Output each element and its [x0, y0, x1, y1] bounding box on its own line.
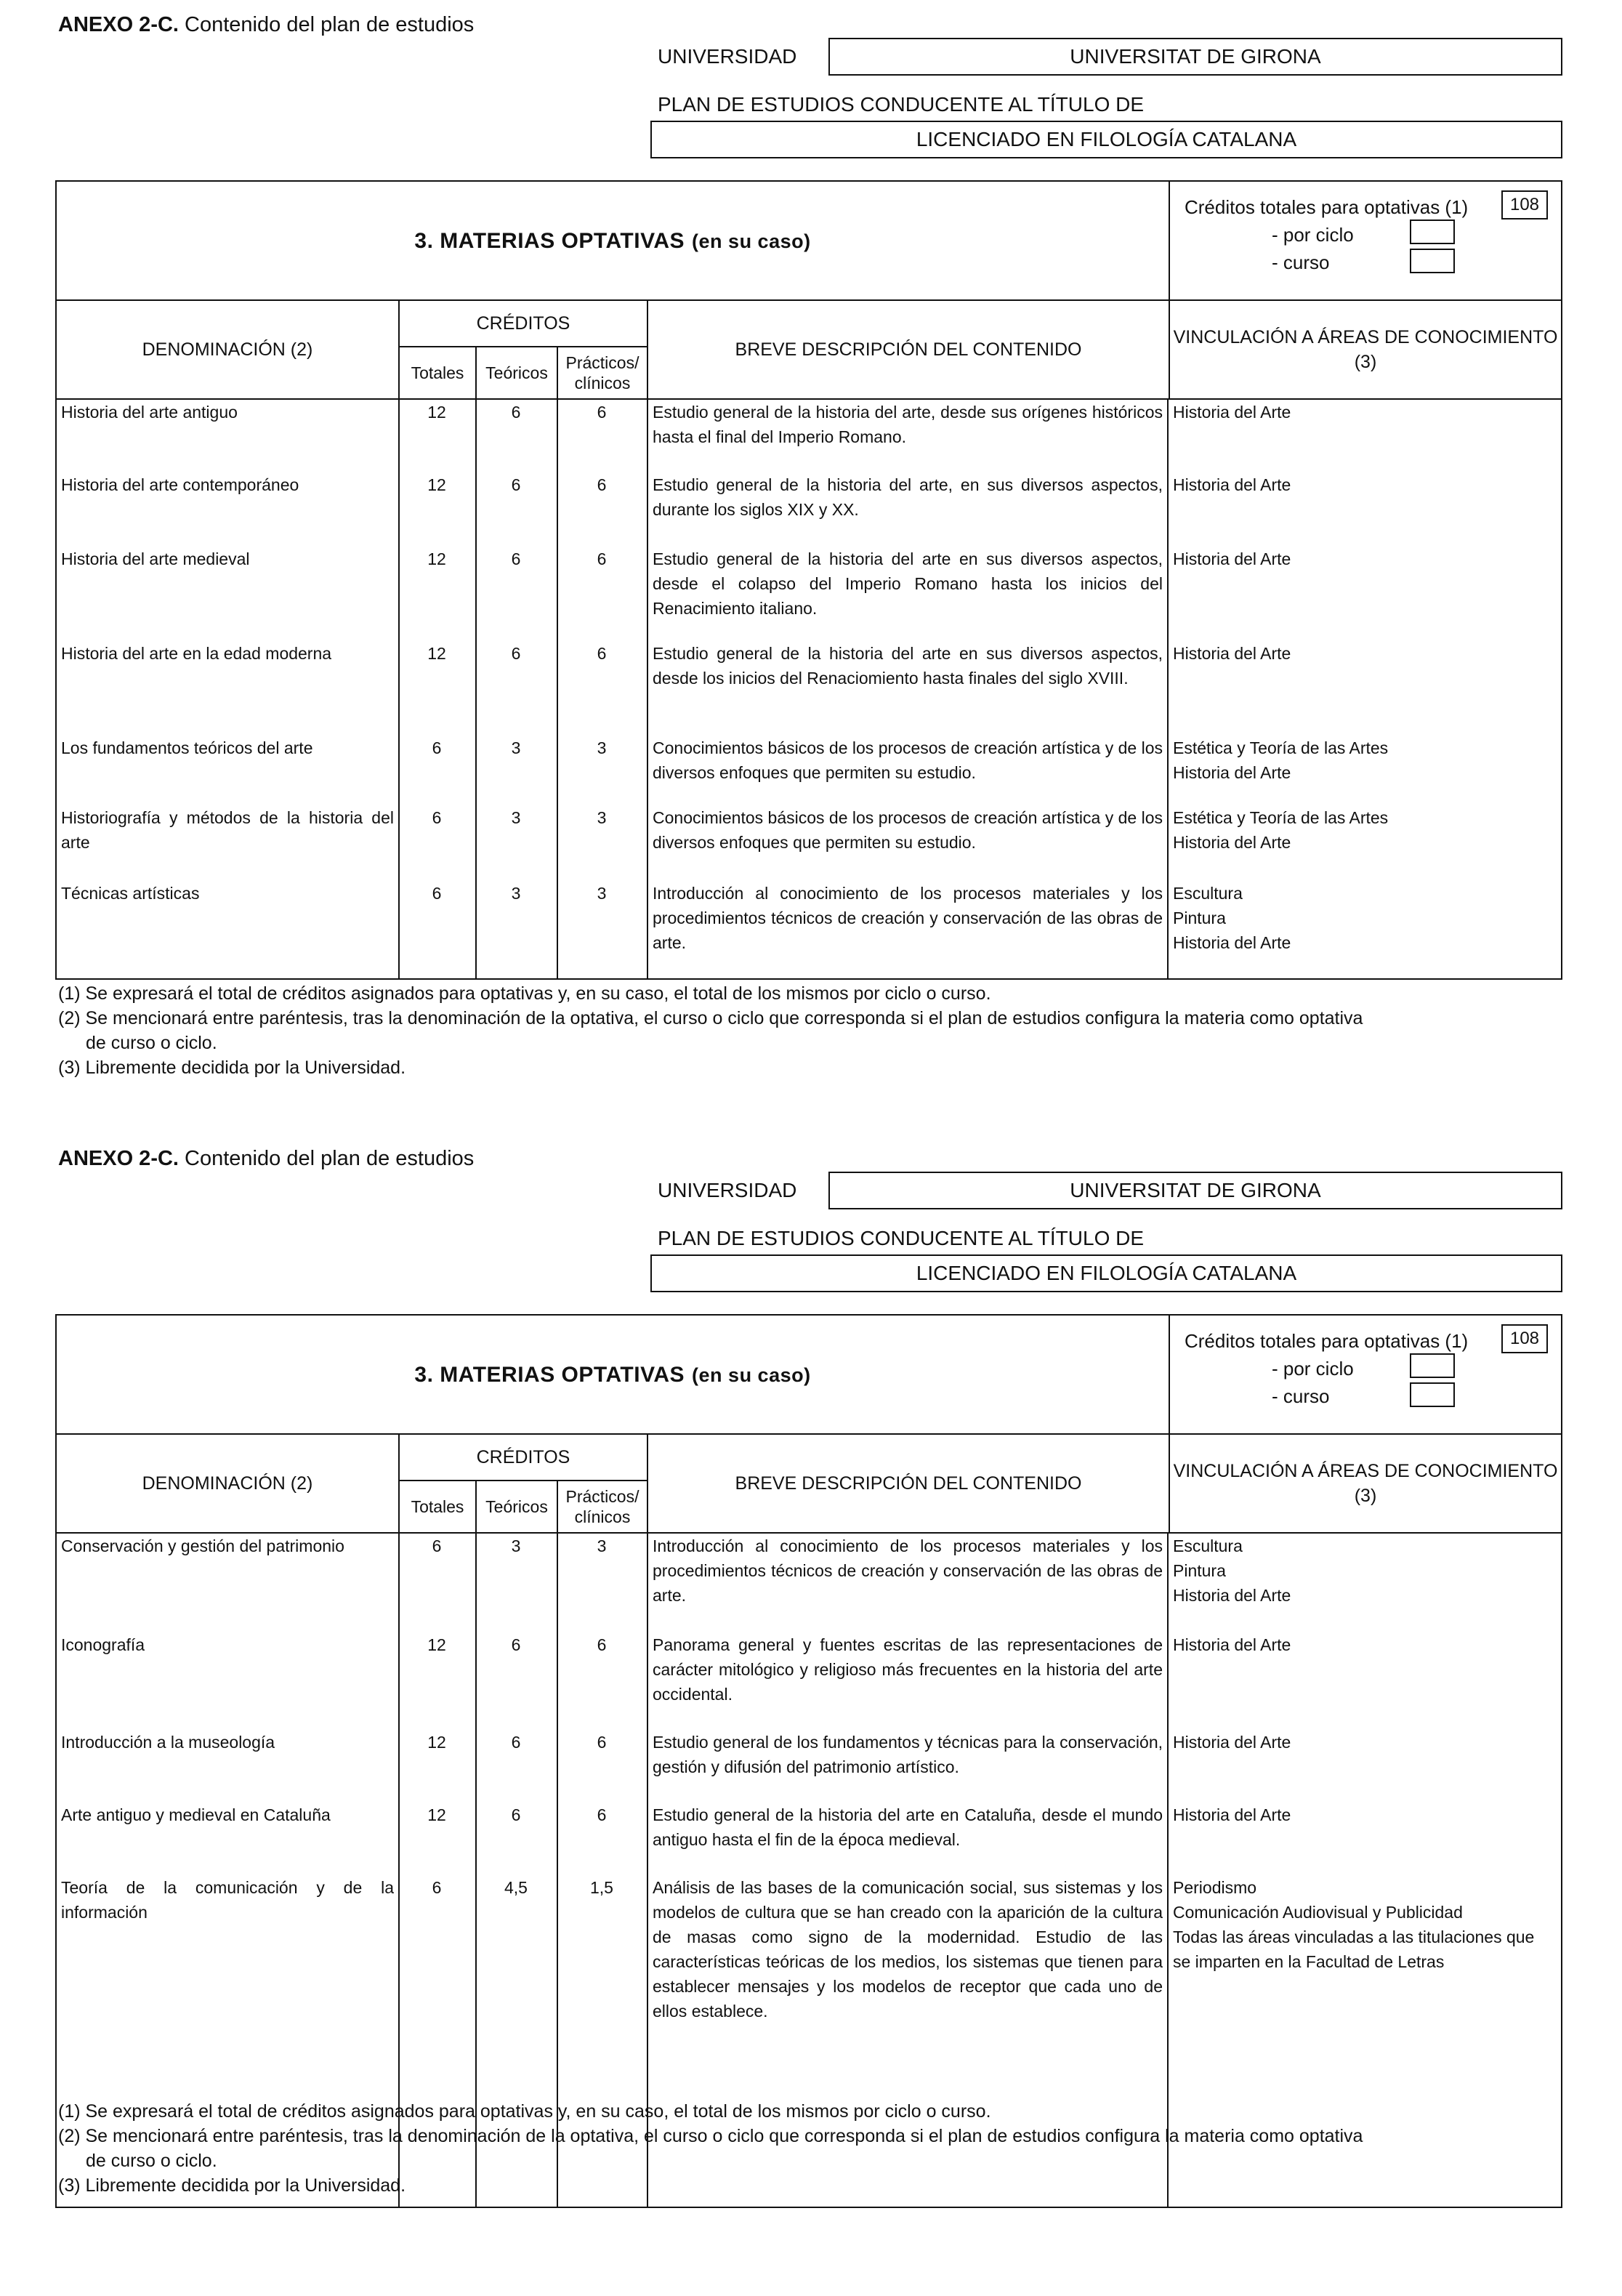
footnotes: [58, 981, 1363, 1080]
teoricos-cell: 3: [511, 738, 521, 757]
curso-box: [1410, 249, 1455, 273]
vinculacion-cell: [1173, 400, 1558, 424]
curso-box: [1410, 1382, 1455, 1407]
plan-section-1: [0, 0, 1622, 1134]
creditos-totales-panel: [1169, 182, 1561, 301]
vinculacion-cell: [1173, 881, 1558, 955]
totales-cell: 6: [432, 884, 442, 903]
table-row: [57, 547, 1561, 641]
col-teoricos: Teóricos: [477, 347, 558, 398]
footnote-3: (3) Libremente decidida por la Universidad.: [58, 2175, 406, 2196]
table-header: [57, 182, 1561, 301]
descripcion-cell: Análisis de las bases de la comunicación social, sus sistemas y los modelos de cultura que se han creado con la aparición de la cultura de masas como signo de la modernidad. Estudio de las características teóricas de los medios, los sistemas que tienen para establecer mensajes y los modelos de receptor que cada uno de ellos establece.: [653, 1878, 1163, 2021]
practicos-cell: 3: [597, 1536, 607, 1555]
col-creditos-group: [398, 1435, 648, 1532]
footnotes: [58, 2099, 1363, 2198]
table-row: [57, 1534, 1561, 1632]
vinculacion-area: Escultura: [1173, 884, 1243, 903]
denominacion-cell: Los fundamentos teóricos del arte: [61, 738, 313, 757]
teoricos-cell: 3: [511, 1536, 521, 1555]
totales-cell: 12: [427, 549, 446, 568]
teoricos-cell: 6: [511, 1635, 521, 1654]
vinculacion-cell: [1173, 736, 1558, 785]
col-totales: Totales: [400, 1481, 477, 1532]
plan-label: PLAN DE ESTUDIOS CONDUCENTE AL TÍTULO DE: [658, 1227, 1145, 1249]
table-title-text: 3. MATERIAS OPTATIVAS: [414, 1363, 685, 1387]
universidad-value: UNIVERSITAT DE GIRONA: [828, 1172, 1562, 1209]
col-creditos-group: [398, 301, 648, 398]
vinculacion-area: Historia del Arte: [1173, 833, 1291, 852]
column-headers: [57, 1435, 1561, 1534]
table-header: [57, 1316, 1561, 1435]
col-descripcion: BREVE DESCRIPCIÓN DEL CONTENIDO: [735, 339, 1082, 360]
vinculacion-area: Historia del Arte: [1173, 1586, 1291, 1605]
totales-cell: 12: [427, 403, 446, 422]
col-practicos: Prácticos/ clínicos: [565, 1487, 639, 1526]
table-row: [57, 736, 1561, 805]
vinculacion-cell: [1173, 1730, 1558, 1755]
denominacion-cell: Historia del arte en la edad moderna: [61, 644, 332, 663]
teoricos-cell: 6: [511, 403, 521, 422]
table-row: [57, 881, 1561, 974]
universidad-value: UNIVERSITAT DE GIRONA: [828, 38, 1562, 76]
footnote-3: (3) Libremente decidida por la Universidad.: [58, 1058, 406, 1078]
practicos-cell: 6: [597, 1635, 607, 1654]
por-ciclo-label: - por ciclo: [1272, 224, 1354, 246]
practicos-cell: 6: [597, 549, 607, 568]
vinculacion-cell: [1173, 1875, 1558, 1974]
vinculacion-cell: [1173, 805, 1558, 855]
col-descripcion: BREVE DESCRIPCIÓN DEL CONTENIDO: [735, 1473, 1082, 1494]
col-vinculacion: VINCULACIÓN A ÁREAS DE CONOCIMIENTO (3): [1169, 1435, 1561, 1532]
col-totales: Totales: [400, 347, 477, 398]
practicos-cell: 6: [597, 1805, 607, 1824]
plan-label: PLAN DE ESTUDIOS CONDUCENTE AL TÍTULO DE: [658, 93, 1145, 116]
universidad-label: UNIVERSIDAD: [658, 1179, 797, 1201]
vinculacion-area: Historia del Arte: [1173, 475, 1291, 494]
denominacion-cell: Historia del arte antiguo: [61, 403, 238, 422]
vinculacion-cell: [1173, 547, 1558, 571]
vinculacion-area: Periodismo: [1173, 1878, 1257, 1897]
denominacion-cell: Historiografía y métodos de la historia del arte: [61, 808, 394, 852]
vinculacion-area: Comunicación Audiovisual y Publicidad: [1173, 1903, 1463, 1922]
col-practicos: Prácticos/ clínicos: [565, 353, 639, 392]
creditos-totales-panel: [1169, 1316, 1561, 1435]
descripcion-cell: Panorama general y fuentes escritas de las representaciones de carácter mitológico y religioso más frecuentes en la historia del arte occidental.: [653, 1635, 1163, 1704]
teoricos-cell: 4,5: [504, 1878, 528, 1897]
vinculacion-cell: [1173, 1534, 1558, 1608]
vinculacion-cell: [1173, 641, 1558, 666]
practicos-cell: 6: [597, 475, 607, 494]
teoricos-cell: 6: [511, 1733, 521, 1752]
vinculacion-area: Pintura: [1173, 1561, 1226, 1580]
col-creditos: CRÉDITOS: [400, 301, 647, 347]
totales-cell: 6: [432, 808, 442, 827]
denominacion-cell: Conservación y gestión del patrimonio: [61, 1536, 344, 1555]
practicos-cell: 6: [597, 644, 607, 663]
table-body: [57, 1534, 1561, 2064]
footnote-1: (1) Se expresará el total de créditos asignados para optativas y, en su caso, el total de los mismos por ciclo o curso.: [58, 2101, 991, 2122]
practicos-cell: 3: [597, 738, 607, 757]
col-teoricos: Teóricos: [477, 1481, 558, 1532]
totales-cell: 12: [427, 1805, 446, 1824]
totales-cell: 12: [427, 1733, 446, 1752]
vinculacion-area: Historia del Arte: [1173, 1805, 1291, 1824]
creditos-totales-label: Créditos totales para optativas (1): [1185, 1330, 1469, 1352]
col-denominacion: DENOMINACIÓN (2): [142, 1473, 313, 1494]
por-ciclo-box: [1410, 219, 1455, 244]
col-creditos: CRÉDITOS: [400, 1435, 647, 1481]
practicos-cell: 6: [597, 1733, 607, 1752]
por-ciclo-label: - por ciclo: [1272, 1358, 1354, 1379]
practicos-cell: 1,5: [590, 1878, 613, 1897]
totales-cell: 12: [427, 644, 446, 663]
por-ciclo-box: [1410, 1353, 1455, 1378]
descripcion-cell: Estudio general de la historia del arte en sus diversos aspectos, desde los inicios del Renaciomiento hasta finales del siglo XVIII.: [653, 644, 1163, 688]
denominacion-cell: Introducción a la museología: [61, 1733, 275, 1752]
denominacion-cell: Iconografía: [61, 1635, 145, 1654]
vinculacion-area: Estética y Teoría de las Artes: [1173, 738, 1389, 757]
vinculacion-area: Historia del Arte: [1173, 403, 1291, 422]
descripcion-cell: Conocimientos básicos de los procesos de creación artística y de los diversos enfoques que permiten su estudio.: [653, 738, 1163, 782]
teoricos-cell: 3: [511, 808, 521, 827]
footnote-2: (2) Se mencionará entre paréntesis, tras la denominación de la optativa, el curso o ciclo que corresponda si el plan de estudios configura la materia como optativa: [58, 1008, 1363, 1028]
footnote-1: (1) Se expresará el total de créditos asignados para optativas y, en su caso, el total de los mismos por ciclo o curso.: [58, 983, 991, 1004]
totales-cell: 12: [427, 1635, 446, 1654]
vinculacion-area: se imparten en la Facultad de Letras: [1173, 1952, 1445, 1971]
vinculacion-area: Historia del Arte: [1173, 1733, 1291, 1752]
anexo-label: ANEXO 2-C.: [58, 1147, 179, 1170]
footnote-2-continued: de curso o ciclo.: [86, 2151, 217, 2171]
descripcion-cell: Introducción al conocimiento de los procesos materiales y los procedimientos técnicos de creación y conservación de las obras de arte.: [653, 884, 1163, 952]
vinculacion-area: Historia del Arte: [1173, 549, 1291, 568]
anexo-heading: [58, 13, 474, 37]
table-row: [57, 641, 1561, 736]
anexo-heading: [58, 1147, 474, 1171]
vinculacion-area: Historia del Arte: [1173, 1635, 1291, 1654]
totales-cell: 6: [432, 738, 442, 757]
col-vinculacion: VINCULACIÓN A ÁREAS DE CONOCIMIENTO (3): [1169, 301, 1561, 398]
totales-cell: 12: [427, 475, 446, 494]
descripcion-cell: Estudio general de la historia del arte en Cataluña, desde el mundo antiguo hasta el fin de la época medieval.: [653, 1805, 1163, 1849]
curso-label: - curso: [1272, 251, 1330, 273]
table-title: [57, 182, 1169, 301]
vinculacion-area: Historia del Arte: [1173, 763, 1291, 782]
practicos-cell: 3: [597, 808, 607, 827]
teoricos-cell: 6: [511, 549, 521, 568]
vinculacion-cell: [1173, 1802, 1558, 1827]
descripcion-cell: Introducción al conocimiento de los procesos materiales y los procedimientos técnicos de creación y conservación de las obras de arte.: [653, 1536, 1163, 1605]
materias-table: [55, 1314, 1562, 2208]
table-title-note: (en su caso): [692, 1363, 811, 1386]
table-row: [57, 400, 1561, 472]
col-denominacion: DENOMINACIÓN (2): [142, 339, 313, 360]
table-title-note: (en su caso): [692, 230, 811, 252]
vinculacion-cell: [1173, 472, 1558, 497]
vinculacion-area: Todas las áreas vinculadas a las titulaciones que: [1173, 1928, 1535, 1946]
anexo-subtitle: Contenido del plan de estudios: [185, 13, 475, 36]
descripcion-cell: Estudio general de los fundamentos y técnicas para la conservación, gestión y difusión del patrimonio artístico.: [653, 1733, 1163, 1776]
teoricos-cell: 6: [511, 1805, 521, 1824]
table-row: [57, 1730, 1561, 1802]
anexo-label: ANEXO 2-C.: [58, 13, 179, 36]
vinculacion-area: Pintura: [1173, 909, 1226, 927]
denominacion-cell: Teoría de la comunicación y de la información: [61, 1878, 394, 1922]
descripcion-cell: Estudio general de la historia del arte, en sus diversos aspectos, durante los siglos XIX y XX.: [653, 475, 1163, 519]
footnote-2: (2) Se mencionará entre paréntesis, tras la denominación de la optativa, el curso o ciclo que corresponda si el plan de estudios configura la materia como optativa: [58, 2126, 1363, 2146]
titulo-value: LICENCIADO EN FILOLOGÍA CATALANA: [650, 1254, 1562, 1292]
totales-cell: 6: [432, 1536, 442, 1555]
table-title-text: 3. MATERIAS OPTATIVAS: [414, 229, 685, 253]
table-body: [57, 400, 1561, 974]
vinculacion-area: Historia del Arte: [1173, 644, 1291, 663]
titulo-value: LICENCIADO EN FILOLOGÍA CATALANA: [650, 121, 1562, 158]
table-row: [57, 472, 1561, 547]
creditos-totales-label: Créditos totales para optativas (1): [1185, 196, 1469, 218]
universidad-label: UNIVERSIDAD: [658, 45, 797, 68]
descripcion-cell: Conocimientos básicos de los procesos de creación artística y de los diversos enfoques que permiten su estudio.: [653, 808, 1163, 852]
denominacion-cell: Arte antiguo y medieval en Cataluña: [61, 1805, 331, 1824]
vinculacion-area: Estética y Teoría de las Artes: [1173, 808, 1389, 827]
teoricos-cell: 6: [511, 475, 521, 494]
practicos-cell: 6: [597, 403, 607, 422]
table-row: [57, 1875, 1561, 2064]
denominacion-cell: Historia del arte medieval: [61, 549, 250, 568]
column-headers: [57, 301, 1561, 400]
table-title: [57, 1316, 1169, 1435]
descripcion-cell: Estudio general de la historia del arte en sus diversos aspectos, desde el colapso del Imperio Romano hasta los inicios del Renacimiento italiano.: [653, 549, 1163, 618]
creditos-totales-value: 108: [1501, 1324, 1548, 1353]
table-row: [57, 805, 1561, 881]
denominacion-cell: Historia del arte contemporáneo: [61, 475, 299, 494]
totales-cell: 6: [432, 1878, 442, 1897]
table-row: [57, 1802, 1561, 1875]
creditos-totales-value: 108: [1501, 190, 1548, 219]
footnote-2-continued: de curso o ciclo.: [86, 1033, 217, 1053]
materias-table: [55, 180, 1562, 980]
descripcion-cell: Estudio general de la historia del arte, desde sus orígenes históricos hasta el final del Imperio Romano.: [653, 403, 1163, 446]
practicos-cell: 3: [597, 884, 607, 903]
table-row: [57, 1632, 1561, 1730]
denominacion-cell: Técnicas artísticas: [61, 884, 200, 903]
plan-section-2: [0, 1134, 1622, 2296]
anexo-subtitle: Contenido del plan de estudios: [185, 1147, 475, 1170]
vinculacion-area: Escultura: [1173, 1536, 1243, 1555]
curso-label: - curso: [1272, 1385, 1330, 1407]
vinculacion-area: Historia del Arte: [1173, 933, 1291, 952]
teoricos-cell: 6: [511, 644, 521, 663]
teoricos-cell: 3: [511, 884, 521, 903]
vinculacion-cell: [1173, 1632, 1558, 1657]
